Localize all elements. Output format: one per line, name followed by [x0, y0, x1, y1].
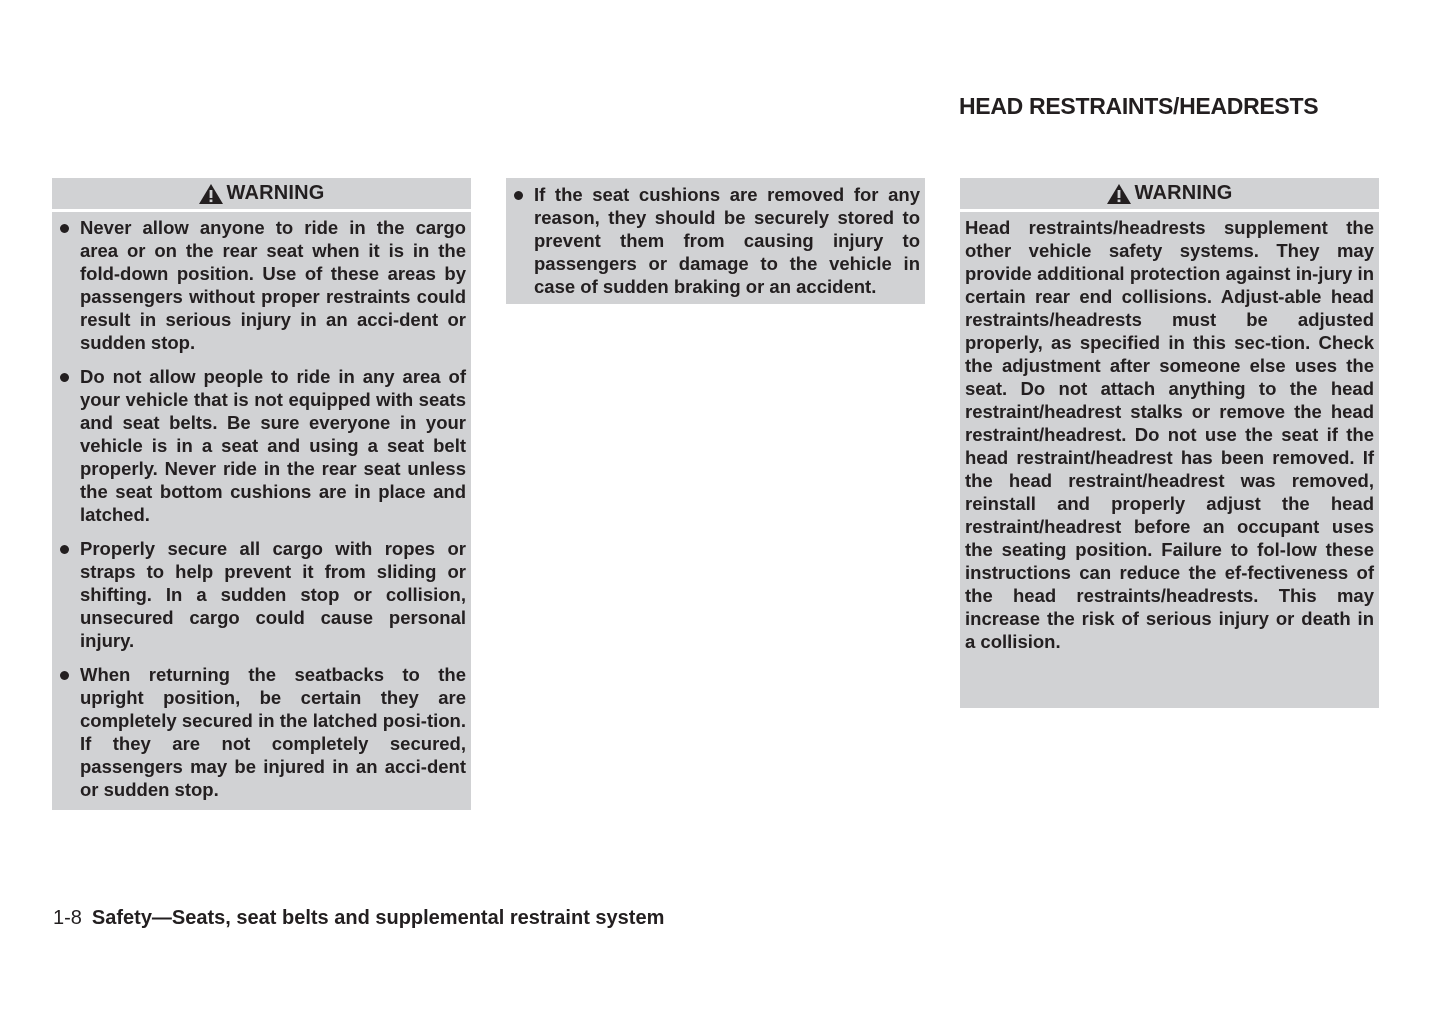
warning-bullet-item [57, 663, 466, 801]
warning-body [506, 178, 925, 302]
warning-box-continuation [506, 178, 925, 304]
warning-bullet-list [511, 183, 920, 298]
warning-label: WARNING [226, 182, 325, 204]
bullet-text: Never allow anyone to ride in the cargo area or on the rear seat when it is in the fold-down position. Use of these areas by passengers without proper restraints could result in serious injury in an acci-dent or sudden stop. [80, 217, 466, 353]
bullet-text: Properly secure all cargo with ropes or straps to help prevent it from sliding or shifting. In a sudden stop or collision, unsecured cargo could cause personal injury. [80, 538, 466, 651]
warning-triangle-icon [198, 183, 224, 205]
warning-box-cargo [52, 178, 471, 810]
warning-body [960, 212, 1379, 657]
chapter-title: Safety—Seats, seat belts and supplemental restraint system [91, 907, 665, 929]
bullet-dot-icon [60, 545, 69, 554]
bullet-dot-icon [60, 671, 69, 680]
warning-header [52, 178, 471, 212]
bullet-dot-icon [514, 191, 523, 200]
warning-bullet-item [511, 183, 920, 298]
page-footer [53, 904, 664, 932]
warning-box-head-restraints [960, 178, 1379, 708]
section-title: HEAD RESTRAINTS/HEADRESTS [959, 93, 1319, 119]
warning-label: WARNING [1134, 182, 1233, 204]
warning-bullet-item [57, 537, 466, 652]
warning-header [960, 178, 1379, 212]
warning-paragraph: Head restraints/headrests supplement the other vehicle safety systems. They may provide additional protection against in-jury in certain rear end collisions. Adjust-able head restraints/headrests must be adjusted properly, as specified in this sec-tion. Check the adjustment after someone else uses the seat. Do not attach anything to the head restraint/headrest stalks or remove the head restraint/headrest. Do not use the seat if the head restraint/headrest has been removed. If the head restraint/headrest was removed, reinstall and properly adjust the head restraint/headrest before an occupant uses the seating position. Failure to fol-low these instructions can reduce the ef-fectiveness of the head restraints/headrests. This may increase the risk of serious injury or death in a collision. [965, 217, 1374, 652]
bullet-text: Do not allow people to ride in any area of your vehicle that is not equipped with seats and seat belts. Be sure everyone in your vehicle is in a seat and using a seat belt properly. Never ride in the rear seat unless the seat bottom cushions are in place and latched. [80, 366, 466, 525]
bullet-dot-icon [60, 224, 69, 233]
bullet-text: If the seat cushions are removed for any reason, they should be securely stored to prevent them from causing injury to passengers or damage to the vehicle in case of sudden braking or an accident. [534, 184, 920, 297]
page-number: 1-8 [53, 907, 82, 929]
warning-body [52, 212, 471, 805]
warning-bullet-list [57, 216, 466, 801]
bullet-text: When returning the seatbacks to the upright position, be certain they are completely secured in the latched posi-tion. If they are not completely secured, passengers may be injured in an acci-dent or sudden stop. [80, 664, 466, 800]
warning-bullet-item [57, 216, 466, 354]
bullet-dot-icon [60, 373, 69, 382]
warning-bullet-item [57, 365, 466, 526]
warning-triangle-icon [1106, 183, 1132, 205]
